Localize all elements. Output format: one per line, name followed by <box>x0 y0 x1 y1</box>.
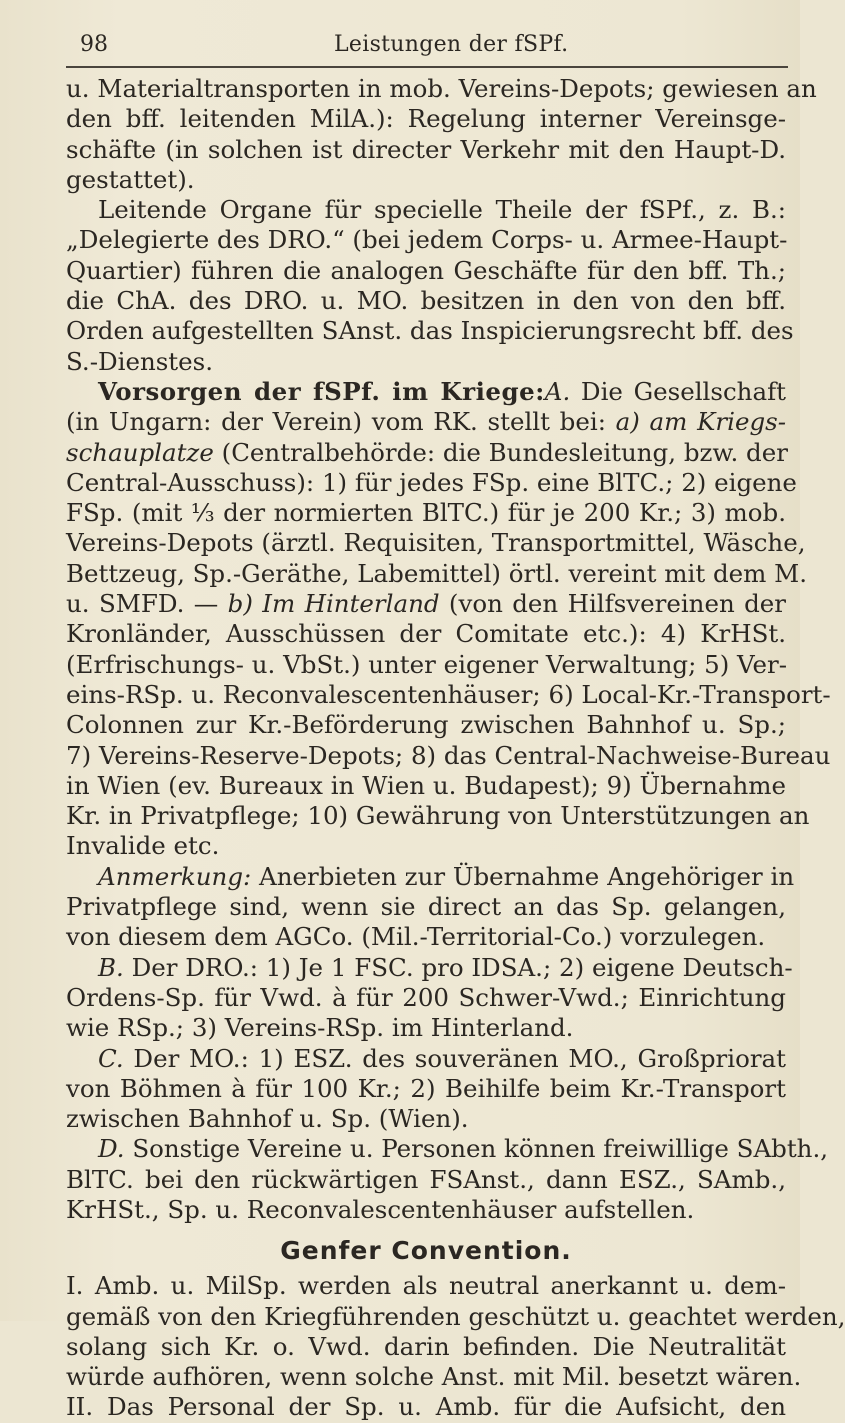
text-block-genfer <box>66 1271 845 1422</box>
text-line <box>66 831 786 861</box>
text-line <box>66 558 808 589</box>
text-line <box>66 1195 786 1225</box>
text-run: Leitende Organe für specielle Theile der fSPf., z. B.: <box>98 195 786 225</box>
text-run: Ordens-Sp. für Vwd. à für 200 Schwer-Vwd.; Einrichtung <box>66 982 786 1012</box>
text-line <box>66 347 786 377</box>
text-run: I. Amb. u. MilSp. werden als neutral anerkannt u. dem- <box>66 1271 786 1301</box>
text-run: Central-Ausschuss): 1) für jedes FSp. eine BlTC.; 2) eigene <box>66 467 797 497</box>
page-header <box>66 28 788 62</box>
page-number: 98 <box>80 32 108 57</box>
text-line <box>66 861 795 892</box>
text-line <box>66 1301 845 1332</box>
text-line <box>66 650 786 680</box>
running-title: Leistungen der fSPf. <box>334 32 569 57</box>
text-line <box>66 771 786 801</box>
italic-run: b) Im Hinterland <box>227 589 440 619</box>
text-run: Invalide etc. <box>66 831 220 861</box>
text-line <box>66 1104 786 1134</box>
text-line <box>66 407 786 437</box>
text-line <box>66 74 817 104</box>
italic-run: Anmerkung: <box>98 861 252 891</box>
text-line <box>66 1332 786 1362</box>
text-run: Bettzeug, Sp.-Geräthe, Labemittel) örtl. vereint mit dem M. <box>66 558 808 588</box>
text-line <box>66 1362 802 1392</box>
text-run: schäfte (in solchen ist directer Verkehr mit den Haupt-D. <box>66 134 786 164</box>
text-line <box>66 1165 786 1195</box>
text-run: die ChA. des DRO. u. MO. besitzen in den von den bff. <box>66 286 786 316</box>
text-run: Der DRO.: 1) Je 1 FSC. pro IDSA.; 2) eigene Deutsch- <box>123 952 793 982</box>
text-run: u. Materialtransporten in mob. Vereins-Depots; gewiesen an <box>66 74 817 103</box>
italic-run: schauplatze <box>66 437 214 467</box>
text-run: Quartier) führen die analogen Geschäfte für den bff. Th.; <box>66 255 786 285</box>
text-run: gemäß von den Kriegführenden geschützt u. geachtet werden, <box>66 1301 845 1331</box>
text-run: Sonstige Vereine u. Personen können freiwillige SAbth., <box>124 1134 829 1164</box>
text-run: 7) Vereins-Reserve-Depots; 8) das Central-Nachweise-Bureau <box>66 740 831 770</box>
text-run: Die Gesellschaft <box>570 376 786 406</box>
header-rule <box>66 66 788 68</box>
text-line <box>66 438 786 468</box>
text-line <box>66 165 786 195</box>
text-run: von Böhmen à für 100 Kr.; 2) Beihilfe beim Kr.-Transport <box>66 1073 786 1103</box>
text-line <box>66 316 794 346</box>
text-run: von diesem dem AGCo. (Mil.-Territorial-Co.) vorzulegen. <box>66 922 766 952</box>
section-title: Genfer Convention. <box>280 1236 572 1266</box>
text-run: Kr. in Privatpflege; 10) Gewährung von Unterstützungen an <box>66 801 810 831</box>
text-run: zwischen Bahnhof u. Sp. (Wien). <box>66 1104 469 1134</box>
text-run: BlTC. bei den rückwärtigen FSAnst., dann ESZ., SAmb., <box>66 1164 786 1194</box>
text-line <box>66 740 831 771</box>
text-run: KrHSt., Sp. u. Reconvalescentenhäuser aufstellen. <box>66 1194 695 1224</box>
text-run: Colonnen zur Kr.-Beförderung zwischen Bahnhof u. Sp.; <box>66 710 786 740</box>
text-line <box>66 922 786 952</box>
text-line <box>66 225 786 255</box>
text-line <box>66 1271 786 1301</box>
page-body <box>66 74 845 1423</box>
italic-run: A. <box>544 376 571 406</box>
inline-heading: Vorsorgen der fSPf. im Kriege: <box>98 376 545 406</box>
text-run: (von den Hilfsvereinen der <box>439 589 787 619</box>
text-run: Orden aufgestellten SAnst. das Inspicierungsrecht bff. des <box>66 316 794 346</box>
text-line <box>66 679 831 710</box>
text-run: II. Das Personal der Sp. u. Amb. für die Aufsicht, den <box>66 1392 786 1422</box>
text-run: gestattet). <box>66 164 195 194</box>
text-run: Privatpflege sind, wenn sie direct an das Sp. gelangen, <box>66 892 786 922</box>
text-run: würde aufhören, wenn solche Anst. mit Mil. besetzt wären. <box>66 1362 802 1392</box>
text-run: in Wien (ev. Bureaux in Wien u. Budapest); 9) Übernahme <box>66 770 786 800</box>
text-line <box>66 1013 786 1043</box>
italic-run: B. <box>98 952 124 982</box>
italic-run: C. <box>98 1043 124 1073</box>
text-line <box>66 135 786 165</box>
text-line <box>66 710 786 740</box>
text-run: solang sich Kr. o. Vwd. darin befinden. Die Neutralität <box>66 1331 786 1361</box>
text-run: „Delegierte des DRO.“ (bei jedem Corps- u. Armee-Haupt- <box>66 225 788 255</box>
text-line <box>66 1044 786 1074</box>
text-run: Kronländer, Ausschüssen der Comitate etc.): 4) KrHSt. <box>66 619 786 649</box>
text-run: Vereins-Depots (ärztl. Requisiten, Transportmittel, Wäsche, <box>66 528 806 558</box>
text-run: (in Ungarn: der Verein) vom RK. stellt bei: <box>66 407 616 437</box>
text-line <box>66 952 793 983</box>
text-line <box>66 892 786 922</box>
italic-run: D. <box>98 1134 125 1164</box>
text-line <box>66 528 806 558</box>
text-line <box>66 983 786 1013</box>
text-line <box>66 801 810 831</box>
text-line <box>66 589 786 619</box>
text-run: Anerbieten zur Übernahme Angehöriger in <box>251 861 795 891</box>
italic-run: a) am Kriegs- <box>615 407 786 437</box>
text-line <box>66 619 786 649</box>
text-line <box>66 1134 829 1164</box>
text-line <box>66 1074 786 1104</box>
text-line <box>66 377 786 407</box>
text-run: (Centralbehörde: die Bundesleitung, bzw. der <box>213 437 788 467</box>
text-line <box>66 104 786 134</box>
text-line <box>66 195 786 225</box>
text-run: Der MO.: 1) ESZ. des souveränen MO., Großpriorat <box>123 1043 786 1073</box>
text-run: u. SMFD. — <box>66 589 228 619</box>
text-run: eins-RSp. u. Reconvalescentenhäuser; 6) Local-Kr.-Transport- <box>66 679 831 709</box>
text-run: FSp. (mit ⅓ der normierten BlTC.) für je 200 Kr.; 3) mob. <box>66 498 786 528</box>
text-line <box>66 467 797 498</box>
text-line <box>66 1392 786 1422</box>
text-run: den bff. leitenden MilA.): Regelung interner Vereinsge- <box>66 104 786 134</box>
text-line <box>66 286 786 316</box>
text-run: S.-Dienstes. <box>66 346 214 376</box>
text-line <box>66 256 786 286</box>
text-line <box>66 498 786 528</box>
text-run: wie RSp.; 3) Vereins-RSp. im Hinterland. <box>66 1013 574 1043</box>
text-block-main <box>66 74 831 1225</box>
text-run: (Erfrischungs- u. VbSt.) unter eigener Verwaltung; 5) Ver- <box>66 649 787 679</box>
